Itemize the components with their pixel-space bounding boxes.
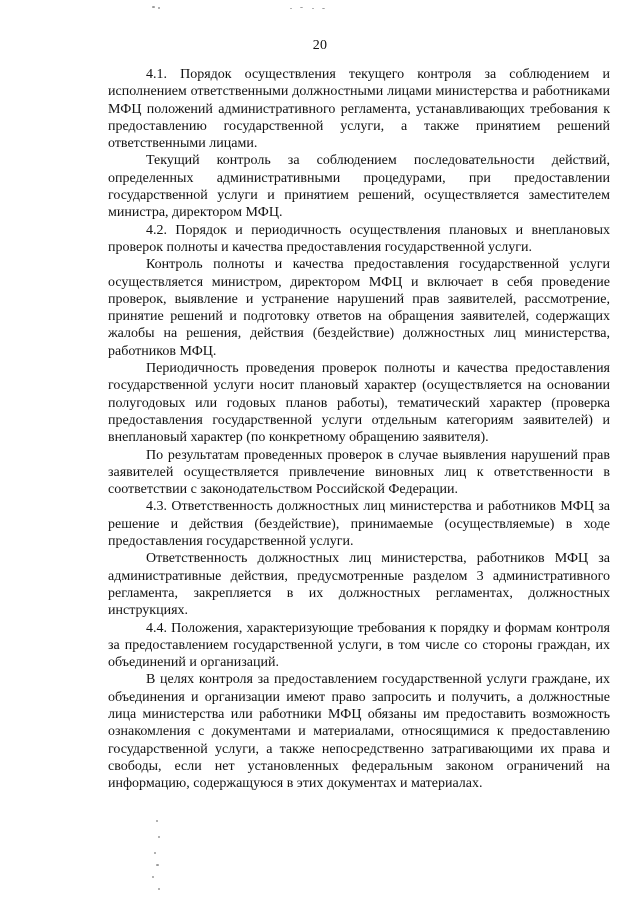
paragraph-4-2: 4.2. Порядок и периодичность осуществления плановых и внеплановых проверок полноты и качества предоставления государственной услуги.	[108, 222, 610, 255]
paragraph-officials-responsibility: Ответственность должностных лиц министерства, работников МФЦ за административные действия, предусмотренные разделом 3 административного регламента, закрепляется в их должностных регламентах, должностных инструкциях.	[108, 551, 610, 619]
scan-speck	[290, 8, 292, 9]
page-number: 20	[312, 38, 328, 53]
scan-speck	[156, 864, 159, 866]
paragraph-4-1: 4.1. Порядок осуществления текущего контроля за соблюдением и исполнением ответственными должностными лицами министерства и работниками МФЦ положений административного регламента, устанавливающих требования к предоставлению государственной услуги, а также принятием решений ответственными лицами.	[108, 67, 610, 152]
paragraph-4-3: 4.3. Ответственность должностных лиц министерства и работников МФЦ за решение и действия (бездействие), принимаемые (осуществляемые) в ходе предоставления государственной услуги.	[108, 499, 610, 550]
paragraph-quality-control: Контроль полноты и качества предоставления государственной услуги осуществляется министром, директором МФЦ и включает в себя проведение проверок, выявление и устранение нарушений прав заявителей, рассмотрение, принятие решений и подготовку ответов на обращения заявителей, содержащих жалобы на решения, действия (бездействие) должностных лиц министерства, работников МФЦ.	[108, 257, 610, 359]
scan-speck	[152, 876, 154, 878]
scan-speck	[300, 7, 303, 8]
scan-speck	[156, 820, 158, 822]
scan-speck	[312, 8, 314, 9]
scan-speck	[158, 7, 160, 9]
scan-speck	[158, 888, 160, 890]
scan-speck	[322, 8, 325, 9]
scan-speck	[154, 852, 156, 854]
document-body	[108, 66, 610, 792]
paragraph-4-4: 4.4. Положения, характеризующие требования к порядку и формам контроля за предоставлением государственной услуги, в том числе со стороны граждан, их объединений и организаций.	[108, 620, 610, 671]
scan-speck	[158, 836, 160, 838]
paragraph-current-control: Текущий контроль за соблюдением последовательности действий, определенных административными процедурами, при предоставлении государственной услуги и принятием решений, осуществляется заместителем министра, директором МФЦ.	[108, 153, 610, 221]
paragraph-inspection-results: По результатам проведенных проверок в случае выявления нарушений прав заявителей осуществляется привлечение виновных лиц к ответственности в соответствии с законодательством Российской Федерации.	[108, 447, 610, 498]
scan-speck	[152, 6, 155, 8]
paragraph-citizen-control: В целях контроля за предоставлением государственной услуги граждане, их объединения и организации имеют право запросить и получить, а должностные лица министерства или работники МФЦ обязаны им предоставить возможность ознакомления с документами и материалами, относящимися к предоставлению государственной услуги, а также непосредственно затрагивающими их права и свободы, если нет установленных федеральным законом ограничений на информацию, содержащуюся в этих документах и материалах.	[108, 672, 610, 792]
paragraph-inspection-frequency: Периодичность проведения проверок полноты и качества предоставления государственной услуги носит плановый характер (осуществляется на основании полугодовых или годовых планов работы), тематический характер (проверка предоставления государственной услуги отдельным категориям заявителей) и внеплановый характер (по конкретному обращению заявителя).	[108, 361, 610, 446]
